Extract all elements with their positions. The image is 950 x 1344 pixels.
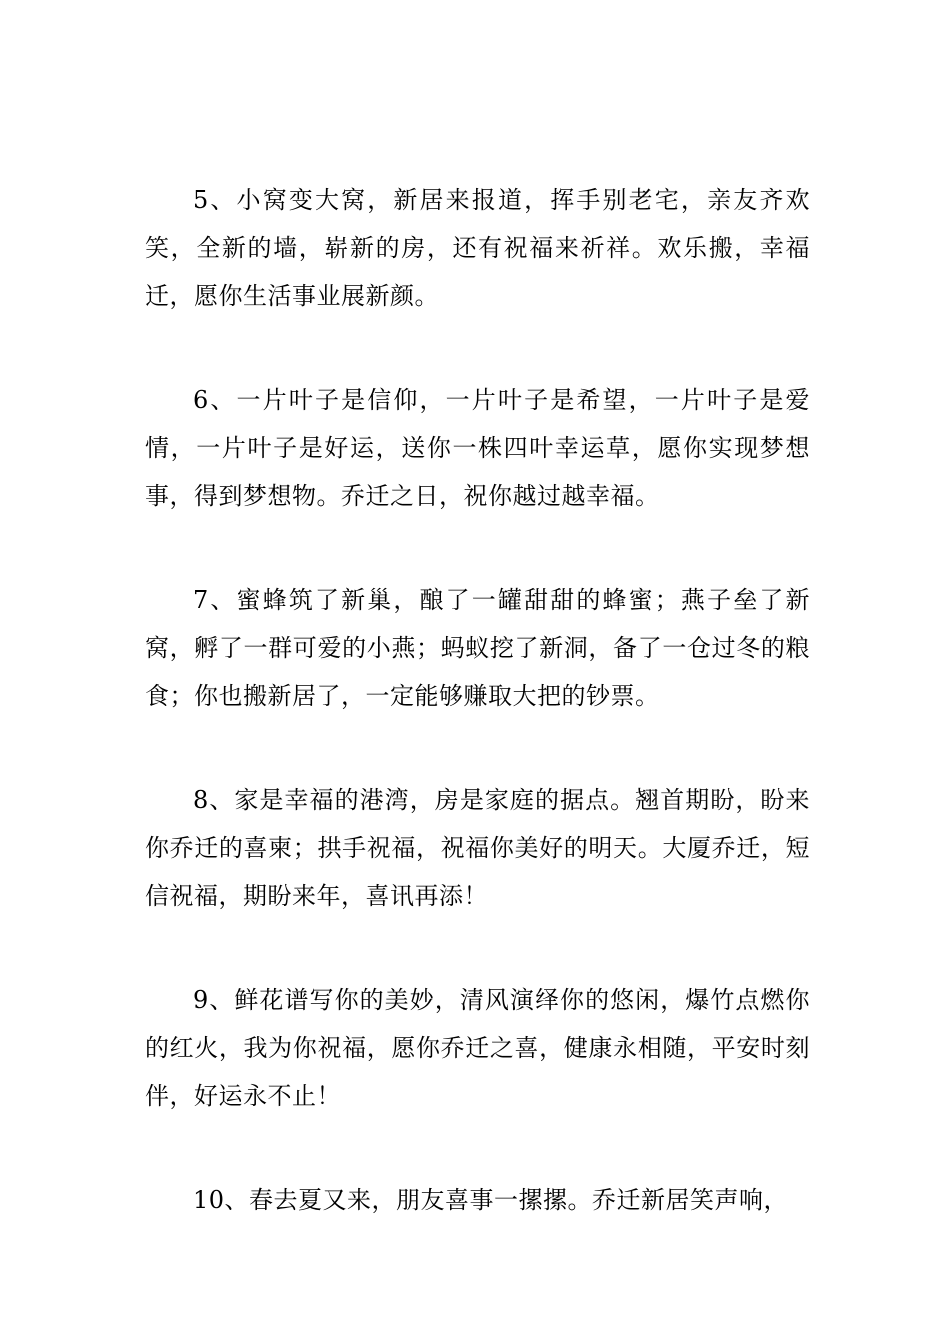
paragraph-5: 5、小窝变大窝，新居来报道，挥手别老宅，亲友齐欢笑，全新的墙，崭新的房，还有祝福来祈祥。欢乐搬，幸福迁，愿你生活事业展新颜。 <box>145 186 810 310</box>
paragraph-8: 8、家是幸福的港湾，房是家庭的据点。翘首期盼，盼来你乔迁的喜柬；拱手祝福，祝福你美好的明天。大厦乔迁，短信祝福，期盼来年，喜讯再添！ <box>145 786 810 910</box>
paragraph-6: 6、一片叶子是信仰，一片叶子是希望，一片叶子是爱情，一片叶子是好运，送你一株四叶幸运草，愿你实现梦想事，得到梦想物。乔迁之日，祝你越过越幸福。 <box>145 386 810 510</box>
paragraph-7: 7、蜜蜂筑了新巢，酿了一罐甜甜的蜂蜜；燕子垒了新窝，孵了一群可爱的小燕；蚂蚁挖了新洞，备了一仓过冬的粮食；你也搬新居了，一定能够赚取大把的钞票。 <box>145 586 810 710</box>
paragraph-10: 10、春去夏又来，朋友喜事一摞摞。乔迁新居笑声响， <box>193 1186 789 1214</box>
paragraph-9: 9、鲜花谱写你的美妙，清风演绎你的悠闲，爆竹点燃你的红火，我为你祝福，愿你乔迁之喜，健康永相随，平安时刻伴，好运永不止！ <box>145 986 810 1110</box>
